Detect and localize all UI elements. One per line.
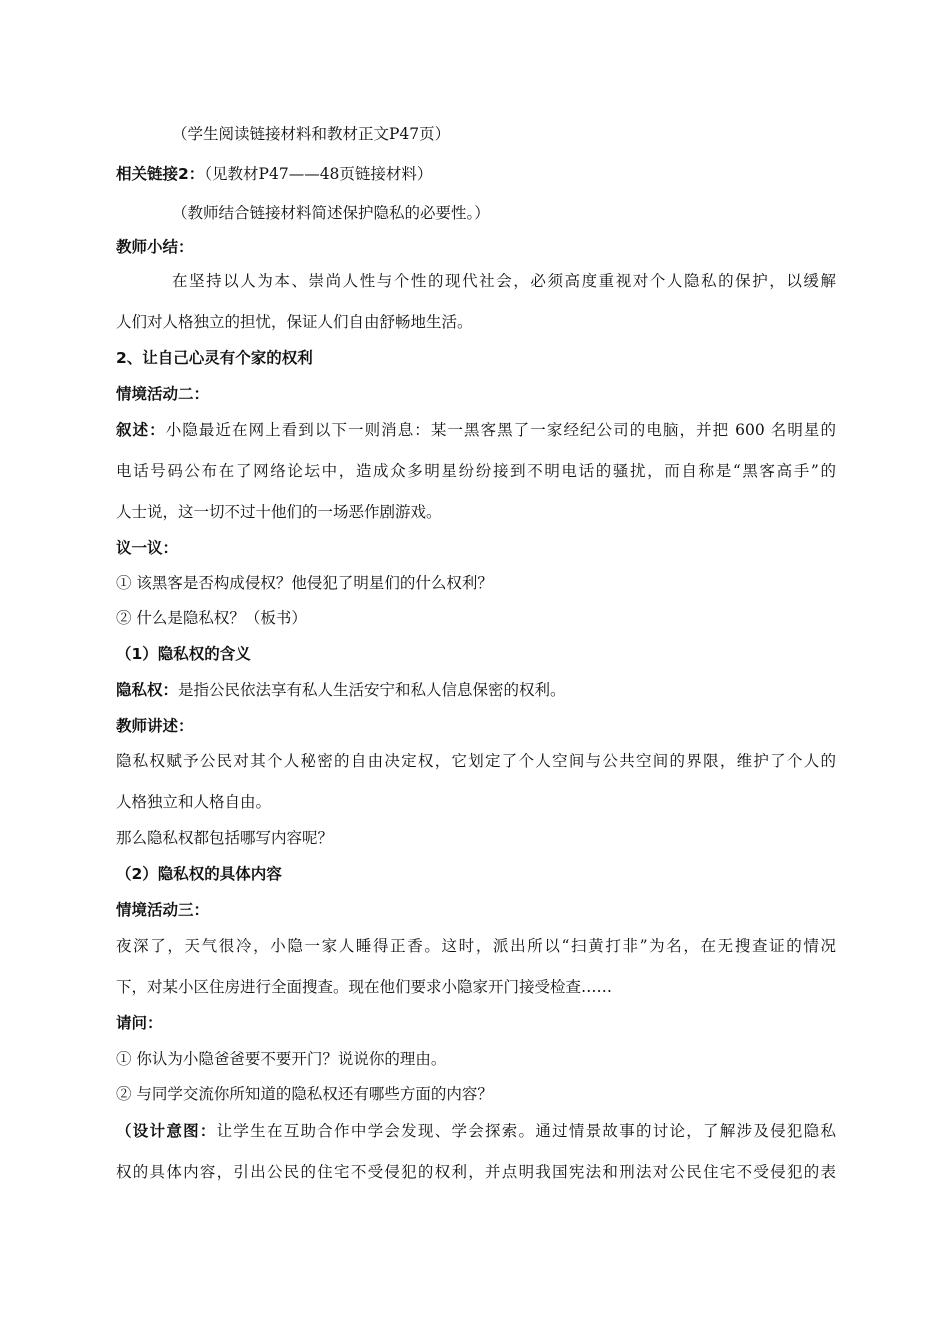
paragraph-line: 夜深了，天气很冷，小隐一家人睡得正香。这时，派出所以“扫黄打非”为名，在无搜查证的情况 xyxy=(116,937,836,955)
text-line: （教师结合链接材料简述保护隐私的必要性。） xyxy=(172,204,490,222)
paragraph-line: 权的具体内容，引出公民的住宅不受侵犯的权利，并点明我国宪法和刑法对公民住宅不受侵犯的表 xyxy=(116,1163,836,1181)
design-intent-text: 让学生在互助合作中学会发现、学会探索。通过情景故事的讨论，了解涉及侵犯隐私 xyxy=(216,1122,836,1140)
section-heading: 请问： xyxy=(116,1014,163,1032)
section-heading: 教师小结： xyxy=(116,238,194,256)
section-heading: 2、让自己心灵有个家的权利 xyxy=(116,349,313,367)
narrative-line xyxy=(116,420,836,440)
related-link-label: 相关链接2： xyxy=(116,165,205,183)
section-heading: 情境活动三： xyxy=(116,901,210,919)
design-intent-label: （设计意图： xyxy=(116,1122,217,1140)
question-item: ① 该黑客是否构成侵权？他侵犯了明星们的什么权利？ xyxy=(116,574,493,592)
definition-text: 是指公民依法享有私人生活安宁和私人信息保密的权利。 xyxy=(178,681,566,699)
section-heading: 议一议： xyxy=(116,539,179,557)
related-link-text: （见教材P47——48页链接材料） xyxy=(204,165,433,183)
definition-line xyxy=(116,680,566,700)
paragraph-line: 隐私权赋予公民对其个人秘密的自由决定权，它划定了个人空间与公共空间的界限，维护了个人的 xyxy=(116,752,836,770)
paragraph-line: 那么隐私权都包括哪写内容呢？ xyxy=(116,829,334,847)
subsection-heading: （2）隐私权的具体内容 xyxy=(116,865,282,883)
narrative-label: 叙述： xyxy=(116,421,166,439)
paragraph-line: 人格独立和人格自由。 xyxy=(116,793,272,811)
text-line: （学生阅读链接材料和教材正文P47页） xyxy=(172,125,451,143)
definition-label: 隐私权： xyxy=(116,681,179,699)
paragraph-line: 在坚持以人为本、崇尚人性与个性的现代社会，必须高度重视对个人隐私的保护，以缓解 xyxy=(172,272,836,290)
paragraph-line: 人们对人格独立的担忧，保证人们自由舒畅地生活。 xyxy=(116,313,473,331)
section-heading: 情境活动二： xyxy=(116,385,210,403)
paragraph-line: 人士说，这一切不过十他们的一场恶作剧游戏。 xyxy=(116,503,442,521)
design-intent-line xyxy=(116,1121,836,1141)
question-item: ② 与同学交流你所知道的隐私权还有哪些方面的内容？ xyxy=(116,1085,493,1103)
related-link-line xyxy=(116,164,432,184)
subsection-heading: （1）隐私权的含义 xyxy=(116,645,251,663)
paragraph-line: 电话号码公布在了网络论坛中，造成众多明星纷纷接到不明电话的骚扰，而自称是“黑客高手”的 xyxy=(116,462,836,480)
section-heading: 教师讲述： xyxy=(116,717,194,735)
narrative-text: 小隐最近在网上看到以下一则消息：某一黑客黑了一家经纪公司的电脑，并把 600 名明星的 xyxy=(165,421,836,439)
paragraph-line: 下，对某小区住房进行全面搜查。现在他们要求小隐家开门接受检查…… xyxy=(116,978,613,996)
question-item: ② 什么是隐私权？（板书） xyxy=(116,609,307,627)
question-item: ① 你认为小隐爸爸要不要开门？说说你的理由。 xyxy=(116,1050,447,1068)
